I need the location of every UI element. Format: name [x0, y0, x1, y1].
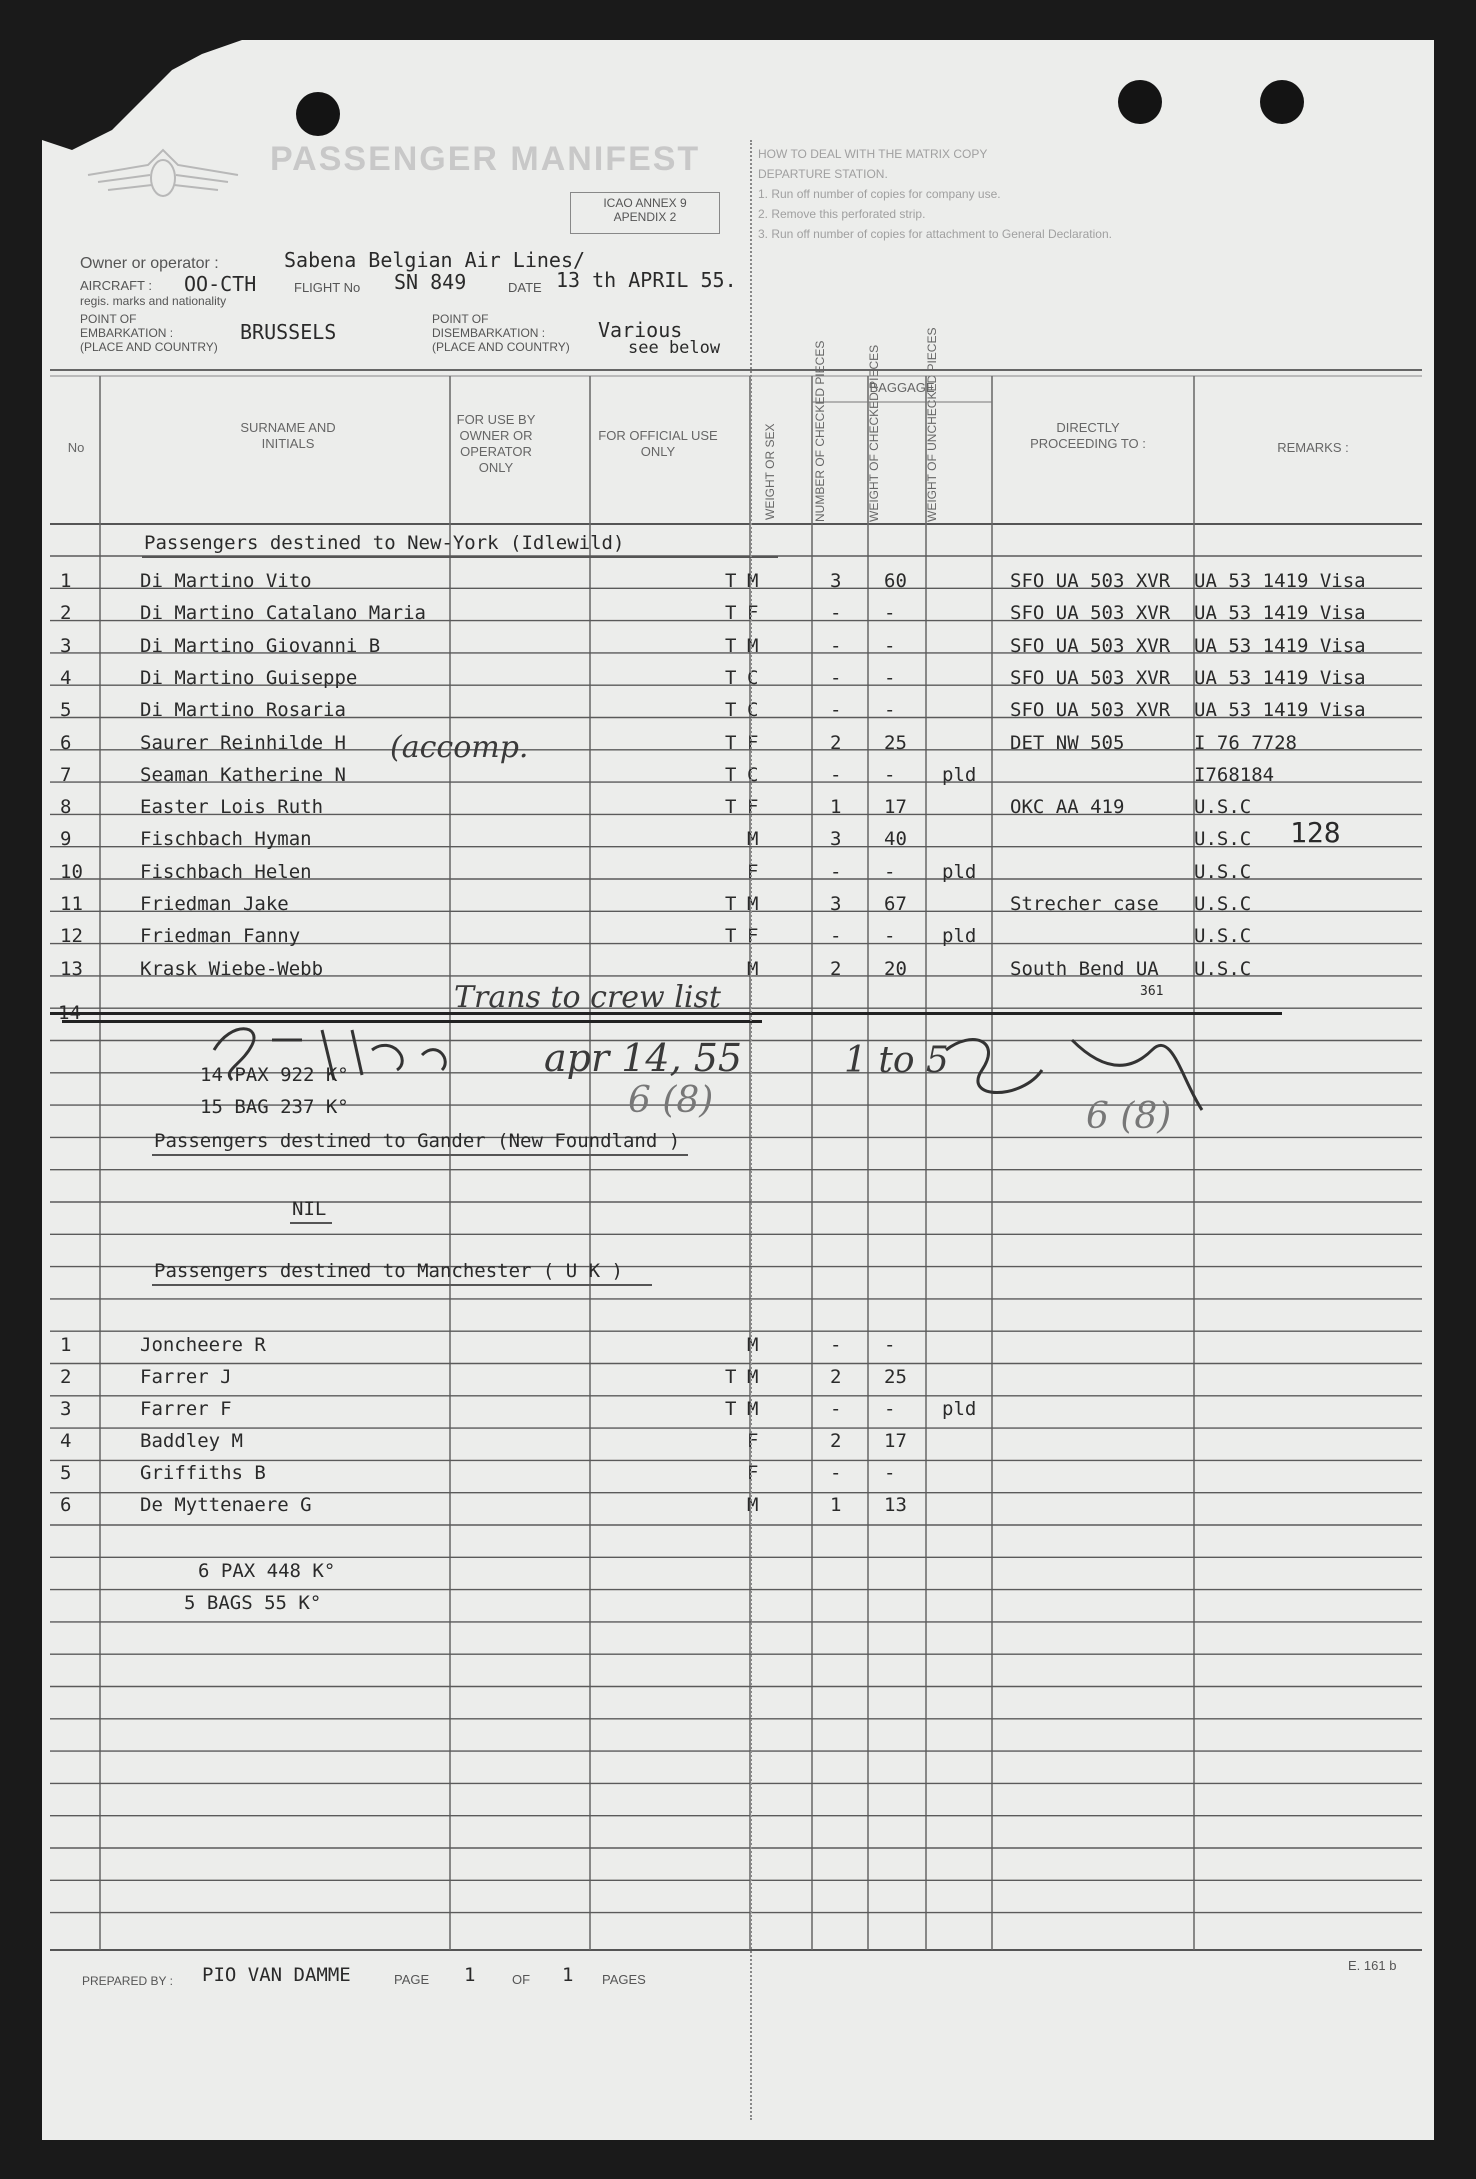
proceeding-cell: SFO UA 503 XVR: [1010, 666, 1171, 689]
passenger-name: De Myttenaere G: [140, 1494, 312, 1516]
type-mark: T: [725, 1398, 737, 1420]
nil-underline: [290, 1222, 332, 1224]
initial-note: 6 (8): [1086, 1096, 1172, 1137]
disembark-value: Various: [598, 318, 683, 342]
instruction-line: 1. Run off number of copies for company use.: [758, 187, 1001, 201]
row-number: 8: [60, 796, 72, 819]
type-mark: T: [725, 763, 737, 786]
pages-label: PAGES: [602, 1972, 646, 1987]
remarks-cell: UA 53 1419 Visa: [1194, 666, 1366, 689]
remarks-cell: UA 53 1419 Visa: [1194, 634, 1366, 657]
ny-total-pax: 14 PAX 922 K°: [200, 1064, 349, 1086]
flight-value: SN 849: [394, 270, 467, 294]
owner-value: Sabena Belgian Air Lines/: [284, 248, 586, 272]
row-number: 7: [60, 763, 72, 786]
flight-label: FLIGHT No: [294, 280, 361, 295]
unchecked-cell: pld: [942, 763, 977, 786]
type-mark: T: [725, 731, 737, 754]
sex-cell: M: [747, 957, 759, 980]
weight-cell: -: [884, 860, 896, 883]
passenger-name: Joncheere R: [140, 1334, 266, 1356]
manifest-page: [42, 40, 1434, 2140]
passenger-name: Baddley M: [140, 1430, 243, 1452]
pieces-cell: 3: [830, 570, 842, 592]
table-row: [42, 1360, 1434, 1392]
remarks-cell: U.S.C: [1194, 925, 1252, 948]
col-weight-sex: WEIGHT OR SEX: [763, 423, 777, 520]
sex-cell: M: [747, 828, 759, 851]
row-number: 11: [60, 893, 83, 915]
passenger-name: Fischbach Helen: [140, 860, 312, 883]
unchecked-cell: pld: [942, 1398, 977, 1420]
sex-cell: F: [747, 860, 759, 883]
passenger-name: Krask Wiebe-Webb: [140, 957, 324, 980]
passenger-name: Friedman Jake: [140, 893, 289, 915]
section-underline: [152, 1154, 688, 1156]
weight-cell: -: [884, 634, 896, 657]
sex-cell: M: [747, 893, 759, 915]
weight-cell: 25: [884, 731, 907, 754]
weight-cell: 25: [884, 1366, 907, 1388]
row-number: 10: [60, 860, 83, 883]
col-proceeding: DIRECTLY PROCEEDING TO :: [1030, 420, 1146, 451]
row-number: 9: [60, 828, 72, 851]
sex-cell: C: [747, 699, 759, 722]
pieces-cell: 3: [830, 828, 842, 851]
remarks-cell: UA 53 1419 Visa: [1194, 699, 1366, 722]
section-gander: Passengers destined to Gander (New Foundland ): [154, 1130, 681, 1152]
sex-cell: F: [747, 1462, 759, 1484]
of-label: OF: [512, 1972, 531, 1987]
type-mark: T: [725, 602, 737, 625]
of-value: 1: [562, 1964, 574, 1986]
col-weight-unchecked: WEIGHT OF UNCHECKED PIECES: [925, 327, 939, 522]
sex-cell: F: [747, 1430, 759, 1452]
section-manchester: Passengers destined to Manchester ( U K ): [154, 1260, 623, 1282]
passenger-name: Fischbach Hyman: [140, 828, 312, 851]
table-row: [42, 1488, 1434, 1520]
table-row: [42, 1392, 1434, 1424]
weight-cell: -: [884, 666, 896, 689]
passenger-name: Farrer J: [140, 1366, 232, 1388]
weight-cell: 13: [884, 1494, 907, 1516]
pieces-cell: 1: [830, 1494, 842, 1516]
proceeding-cell: SFO UA 503 XVR: [1010, 570, 1171, 592]
remarks-cell: UA 53 1419 Visa: [1194, 570, 1366, 592]
type-mark: T: [725, 893, 737, 915]
passenger-name: Easter Lois Ruth: [140, 796, 324, 819]
weight-cell: 17: [884, 796, 907, 819]
proceeding-cell: SFO UA 503 XVR: [1010, 634, 1171, 657]
prepared-label: PREPARED BY :: [82, 1974, 173, 1988]
sex-cell: C: [747, 763, 759, 786]
col-num-checked: NUMBER OF CHECKED PIECES: [813, 340, 827, 522]
col-owner-use: FOR USE BY OWNER OR OPERATOR ONLY: [456, 412, 536, 475]
perforation-line: [750, 140, 752, 2120]
embark-value: BRUSSELS: [240, 320, 337, 344]
icao-appendix: APENDIX 2: [613, 210, 677, 224]
passenger-name: Friedman Fanny: [140, 925, 301, 948]
passenger-name: Saurer Reinhilde H: [140, 731, 346, 754]
gander-nil: NIL: [292, 1198, 327, 1220]
pieces-cell: 3: [830, 893, 842, 915]
passenger-name: Seaman Katherine N: [140, 763, 346, 786]
man-total-bag: 5 BAGS 55 K°: [184, 1592, 322, 1614]
signature-date: apr 14, 55: [544, 1036, 743, 1080]
trans-crew-note: Trans to crew list: [454, 980, 721, 1015]
passenger-name: Griffiths B: [140, 1462, 266, 1484]
remarks-cell: I 76 7728: [1194, 731, 1297, 754]
proceeding-cell: SFO UA 503 XVR: [1010, 699, 1171, 722]
pieces-cell: 2: [830, 1366, 842, 1388]
ny-total-bag: 15 BAG 237 K°: [200, 1096, 349, 1118]
type-mark: T: [725, 925, 737, 948]
form-code: E. 161 b: [1348, 1958, 1397, 1973]
passenger-name: Di Martino Guiseppe: [140, 666, 358, 689]
sex-cell: M: [747, 634, 759, 657]
remarks-cell: U.S.C: [1194, 957, 1252, 980]
row-number: 6: [60, 1494, 72, 1516]
weight-cell: -: [884, 699, 896, 722]
col-weight-checked: WEIGHT OF CHECKED PIECES: [867, 344, 881, 522]
passenger-name: Di Martino Vito: [140, 570, 312, 592]
col-remarks: REMARKS :: [1277, 440, 1349, 455]
row-number: 13: [60, 957, 83, 980]
pieces-cell: 2: [830, 957, 842, 980]
weight-cell: 20: [884, 957, 907, 980]
pieces-cell: -: [830, 699, 842, 722]
col-no: No: [67, 440, 85, 455]
sex-cell: C: [747, 666, 759, 689]
weight-cell: -: [884, 1462, 896, 1484]
section-newyork: Passengers destined to New-York (Idlewild): [144, 532, 625, 554]
row-number: 1: [60, 570, 72, 592]
row-number: 5: [60, 1462, 72, 1484]
pieces-cell: -: [830, 1398, 842, 1420]
pieces-cell: -: [830, 602, 842, 625]
aircraft-label: AIRCRAFT :: [80, 278, 152, 293]
weight-cell: 60: [884, 570, 907, 592]
row-number: 5: [60, 699, 72, 722]
weight-cell: -: [884, 1334, 896, 1356]
weight-cell: -: [884, 763, 896, 786]
instruction-line: HOW TO DEAL WITH THE MATRIX COPY: [758, 147, 988, 161]
type-mark: T: [725, 796, 737, 819]
proceeding-cell: Strecher case: [1010, 893, 1159, 915]
col-surname: SURNAME AND INITIALS: [240, 420, 336, 451]
unchecked-cell: pld: [942, 925, 977, 948]
disembark-label-line: (PLACE AND COUNTRY): [432, 340, 570, 354]
sex-cell: F: [747, 796, 759, 819]
pieces-cell: 1: [830, 796, 842, 819]
sex-cell: M: [747, 1494, 759, 1516]
date-label: DATE: [508, 280, 542, 295]
prepared-value: PIO VAN DAMME: [202, 1964, 351, 1986]
passenger-name: Farrer F: [140, 1398, 232, 1420]
sex-cell: M: [747, 1398, 759, 1420]
proceeding-cell: OKC AA 419: [1010, 796, 1125, 819]
instruction-line: 3. Run off number of copies for attachment to General Declaration.: [758, 227, 1112, 241]
proceeding-cell: DET NW 505: [1010, 731, 1125, 754]
aircraft-sub: regis. marks and nationality: [80, 294, 227, 308]
man-total-pax: 6 PAX 448 K°: [198, 1560, 336, 1582]
sex-cell: F: [747, 925, 759, 948]
pieces-cell: -: [830, 1334, 842, 1356]
handwritten-signatures: [42, 40, 1434, 2140]
weight-cell: 67: [884, 893, 907, 915]
table-row: [42, 1456, 1434, 1488]
sex-cell: F: [747, 731, 759, 754]
remarks-cell: U.S.C: [1194, 796, 1252, 819]
sex-cell: M: [747, 1334, 759, 1356]
type-mark: T: [725, 570, 737, 592]
page-label: PAGE: [394, 1972, 430, 1987]
aircraft-value: OO-CTH: [184, 272, 257, 296]
row-number: 2: [60, 602, 72, 625]
icao-annex: ICAO ANNEX 9: [603, 196, 687, 210]
row-number: 2: [60, 1366, 72, 1388]
unchecked-cell: pld: [942, 860, 977, 883]
passenger-name: Di Martino Catalano Maria: [140, 602, 426, 625]
type-mark: T: [725, 666, 737, 689]
passenger-name: Di Martino Rosaria: [140, 699, 346, 722]
initial-note: 6 (8): [628, 1080, 714, 1121]
remarks-cell: UA 53 1419 Visa: [1194, 602, 1366, 625]
weight-cell: 40: [884, 828, 907, 851]
pieces-cell: -: [830, 763, 842, 786]
table-row: [42, 1328, 1434, 1360]
pieces-cell: -: [830, 860, 842, 883]
type-mark: T: [725, 1366, 737, 1388]
proceeding-cell: SFO UA 503 XVR: [1010, 602, 1171, 625]
embark-label-line: EMBARKATION :: [80, 326, 174, 340]
pieces-cell: -: [830, 666, 842, 689]
col-baggage: BAGGAGE: [869, 380, 935, 395]
pieces-cell: -: [830, 925, 842, 948]
type-mark: T: [725, 699, 737, 722]
row-number: 4: [60, 666, 72, 689]
embark-label-line: POINT OF: [80, 312, 137, 326]
owner-label: Owner or operator :: [80, 255, 219, 272]
remarks-cell: I768184: [1194, 763, 1275, 786]
date-value: 13 th APRIL 55.: [556, 268, 737, 292]
remark-128: 128: [1290, 816, 1341, 849]
weight-cell: -: [884, 602, 896, 625]
row-number: 4: [60, 1430, 72, 1452]
disembark-value: see below: [628, 338, 721, 358]
row-number: 1: [60, 1334, 72, 1356]
pieces-cell: -: [830, 1462, 842, 1484]
disembark-label-line: DISEMBARKATION :: [432, 326, 546, 340]
pieces-cell: 2: [830, 1430, 842, 1452]
pieces-cell: 2: [830, 731, 842, 754]
remarks-cell: U.S.C: [1194, 828, 1252, 851]
type-mark: T: [725, 634, 737, 657]
remarks-cell: U.S.C: [1194, 860, 1252, 883]
section-underline: [152, 1284, 652, 1286]
manifest-title: PASSENGER MANIFEST: [270, 140, 701, 178]
weight-cell: 17: [884, 1430, 907, 1452]
proceeding-cell: South Bend UA: [1010, 957, 1159, 980]
sex-cell: F: [747, 602, 759, 625]
row-number: 12: [60, 925, 83, 948]
col-official-use: FOR OFFICIAL USE ONLY: [598, 428, 718, 459]
row-number: 3: [60, 1398, 72, 1420]
sex-cell: M: [747, 570, 759, 592]
embark-label-line: (PLACE AND COUNTRY): [80, 340, 218, 354]
weight-cell: -: [884, 925, 896, 948]
page-value: 1: [464, 1964, 476, 1986]
one-to-five-note: 1 to 5: [844, 1040, 949, 1081]
passenger-name: Di Martino Giovanni B: [140, 634, 381, 657]
accomp-note: (accomp.: [390, 730, 529, 765]
table-row: [42, 1424, 1434, 1456]
pieces-cell: -: [830, 634, 842, 657]
instruction-line: DEPARTURE STATION.: [758, 167, 888, 181]
row-number: 6: [60, 731, 72, 754]
south-bend-sub: 361: [1140, 984, 1164, 999]
row-number: 3: [60, 634, 72, 657]
instruction-line: 2. Remove this perforated strip.: [758, 207, 926, 221]
weight-cell: -: [884, 1398, 896, 1420]
sex-cell: M: [747, 1366, 759, 1388]
struck-row-number: 14: [58, 1002, 81, 1024]
disembark-label-line: POINT OF: [432, 312, 489, 326]
remarks-cell: U.S.C: [1194, 893, 1252, 915]
